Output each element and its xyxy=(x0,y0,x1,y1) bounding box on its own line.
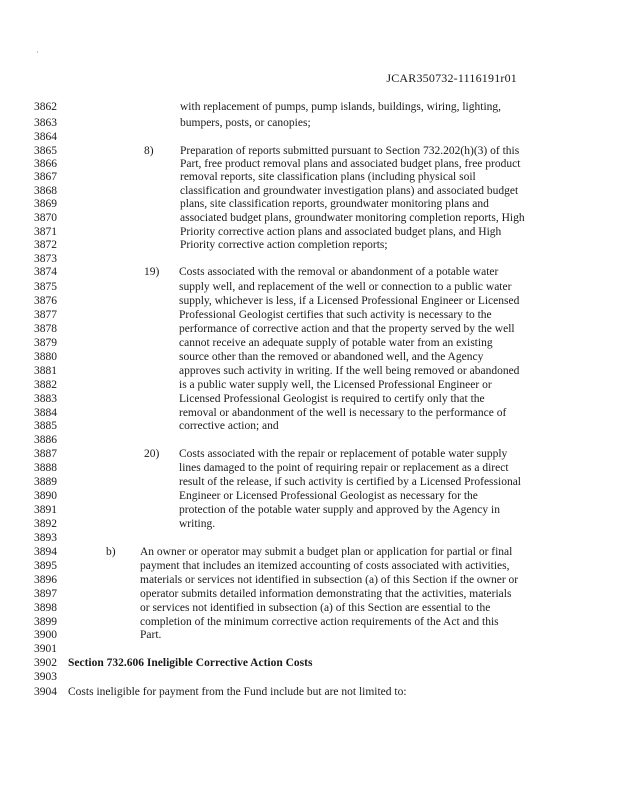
line-number: 3867 xyxy=(34,171,57,183)
line-text: source other than the removed or abandoned well, and the Agency xyxy=(179,351,484,363)
item-marker: 19) xyxy=(144,266,160,278)
line-text: corrective action; and xyxy=(179,420,279,432)
text-line xyxy=(0,308,618,322)
item-marker: 8) xyxy=(144,145,154,157)
line-number: 3865 xyxy=(34,145,57,157)
text-line xyxy=(0,545,618,559)
text-line xyxy=(0,475,618,489)
text-line xyxy=(0,392,618,406)
text-line xyxy=(0,184,618,198)
line-text: Preparation of reports submitted pursuant to Section 732.202(h)(3) of this xyxy=(180,145,520,157)
line-text: Costs associated with the removal or abandonment of a potable water xyxy=(179,266,499,278)
line-number: 3874 xyxy=(34,266,57,278)
line-number: 3885 xyxy=(34,420,57,432)
line-number: 3875 xyxy=(34,281,57,293)
line-text: plans, site classification reports, groundwater monitoring plans and xyxy=(180,198,489,210)
text-line xyxy=(0,433,618,447)
line-number: 3880 xyxy=(34,351,57,363)
line-text: operator submits detailed information demonstrating that the activities, materials xyxy=(140,588,512,600)
line-text: result of the release, if such activity is certified by a Licensed Professional xyxy=(179,476,522,488)
item-marker: 20) xyxy=(144,448,160,460)
text-line xyxy=(0,211,618,225)
line-text: Professional Geologist certifies that such activity is necessary to the xyxy=(179,309,492,321)
line-text: or services not identified in subsection (a) of this Section are essential to the xyxy=(140,602,491,614)
line-number: 3870 xyxy=(34,212,57,224)
text-line xyxy=(0,100,618,114)
text-line xyxy=(0,406,618,420)
line-number: 3876 xyxy=(34,295,57,307)
line-number: 3888 xyxy=(34,462,57,474)
line-number: 3898 xyxy=(34,602,57,614)
line-number: 3884 xyxy=(34,407,57,419)
line-number: 3901 xyxy=(34,643,57,655)
line-number: 3891 xyxy=(34,504,57,516)
line-number: 3879 xyxy=(34,337,57,349)
text-line xyxy=(0,170,618,184)
text-line xyxy=(0,503,618,517)
line-text: removal or abandonment of the well is necessary to the performance of xyxy=(179,407,507,419)
line-text: supply, whichever is less, if a Licensed Professional Engineer or Licensed xyxy=(179,295,520,307)
text-line xyxy=(0,461,618,475)
text-line xyxy=(0,615,618,629)
line-text: associated budget plans, groundwater monitoring completion reports, High xyxy=(180,212,525,224)
line-text: Priority corrective action completion reports; xyxy=(180,239,388,251)
text-line xyxy=(0,447,618,461)
text-line xyxy=(0,378,618,392)
line-text: Part, free product removal plans and associated budget plans, free product xyxy=(180,158,521,170)
text-line xyxy=(0,559,618,573)
line-number: 3869 xyxy=(34,198,57,210)
line-number: 3889 xyxy=(34,476,57,488)
line-number: 3899 xyxy=(34,616,57,628)
text-line xyxy=(0,573,618,587)
text-line xyxy=(0,294,618,308)
text-line xyxy=(0,670,618,684)
section-heading: Section 732.606 Ineligible Corrective Action Costs xyxy=(68,657,313,669)
text-line xyxy=(0,489,618,503)
line-text: protection of the potable water supply and approved by the Agency in xyxy=(179,504,500,516)
line-number: 3883 xyxy=(34,393,57,405)
line-text: Costs associated with the repair or replacement of potable water supply xyxy=(179,448,508,460)
text-line xyxy=(0,350,618,364)
line-text: materials or services not identified in subsection (a) of this Section if the owner or xyxy=(140,574,519,586)
line-number: 3900 xyxy=(34,629,57,641)
line-number: 3871 xyxy=(34,226,57,238)
line-number: 3868 xyxy=(34,185,57,197)
line-number: 3864 xyxy=(34,131,57,143)
line-text: removal reports, site classification plans (including physical soil xyxy=(180,171,476,183)
text-line xyxy=(0,517,618,531)
text-line xyxy=(0,364,618,378)
line-text: Costs ineligible for payment from the Fund include but are not limited to: xyxy=(68,686,407,698)
line-text: completion of the minimum corrective action requirements of the Act and this xyxy=(140,616,499,628)
line-number: 3882 xyxy=(34,379,57,391)
line-text: Licensed Professional Geologist is required to certify only that the xyxy=(179,393,485,405)
line-number: 3896 xyxy=(34,574,57,586)
line-number: 3863 xyxy=(34,117,57,129)
text-line xyxy=(0,587,618,601)
text-line xyxy=(0,265,618,279)
text-line xyxy=(0,130,618,144)
line-number: 3866 xyxy=(34,158,57,170)
text-line xyxy=(0,116,618,130)
text-line xyxy=(0,144,618,158)
line-number: 3887 xyxy=(34,448,57,460)
line-text: Engineer or Licensed Professional Geologist as necessary for the xyxy=(179,490,478,502)
text-line xyxy=(0,280,618,294)
line-number: 3894 xyxy=(34,546,57,558)
line-text: An owner or operator may submit a budget plan or application for partial or final xyxy=(140,546,513,558)
line-number: 3886 xyxy=(34,434,57,446)
text-line xyxy=(0,601,618,615)
line-number: 3881 xyxy=(34,365,57,377)
text-line xyxy=(0,225,618,239)
text-line xyxy=(0,685,618,699)
line-text: cannot receive an adequate supply of potable water from an existing xyxy=(179,337,493,349)
line-text: lines damaged to the point of requiring repair or replacement as a direct xyxy=(179,462,509,474)
line-number: 3904 xyxy=(34,686,57,698)
line-number: 3895 xyxy=(34,560,57,572)
text-line xyxy=(0,336,618,350)
text-line xyxy=(0,238,618,252)
line-number: 3897 xyxy=(34,588,57,600)
text-line xyxy=(0,197,618,211)
item-marker: b) xyxy=(106,546,116,558)
scan-speck: · xyxy=(36,48,39,57)
text-line xyxy=(0,642,618,656)
line-number: 3878 xyxy=(34,323,57,335)
text-line xyxy=(0,252,618,266)
line-number: 3902 xyxy=(34,657,57,669)
line-text: Priority corrective action plans and associated budget plans, and High xyxy=(180,226,502,238)
line-number: 3877 xyxy=(34,309,57,321)
line-text: is a public water supply well, the Licensed Professional Engineer or xyxy=(179,379,492,391)
line-text: classification and groundwater investigation plans) and associated budget xyxy=(180,185,519,197)
line-number: 3892 xyxy=(34,518,57,530)
line-text: supply well, and replacement of the well or connection to a public water xyxy=(179,281,512,293)
line-text: Part. xyxy=(140,629,162,641)
line-text: approves such activity in writing. If the well being removed or abandoned xyxy=(179,365,520,377)
line-number: 3893 xyxy=(34,532,57,544)
line-text: bumpers, posts, or canopies; xyxy=(180,117,311,129)
text-line xyxy=(0,628,618,642)
line-number: 3872 xyxy=(34,239,57,251)
text-line xyxy=(0,419,618,433)
text-line xyxy=(0,656,618,670)
text-line xyxy=(0,322,618,336)
line-text: performance of corrective action and that the property served by the well xyxy=(179,323,515,335)
line-number: 3873 xyxy=(34,253,57,265)
text-line xyxy=(0,157,618,171)
line-number: 3903 xyxy=(34,671,57,683)
document-code: JCAR350732-1116191r01 xyxy=(386,71,517,85)
line-text: payment that includes an itemized accounting of costs associated with activities, xyxy=(140,560,510,572)
line-number: 3862 xyxy=(34,101,57,113)
text-line xyxy=(0,531,618,545)
line-number: 3890 xyxy=(34,490,57,502)
line-text: with replacement of pumps, pump islands, buildings, wiring, lighting, xyxy=(180,101,502,113)
line-text: writing. xyxy=(179,518,216,530)
